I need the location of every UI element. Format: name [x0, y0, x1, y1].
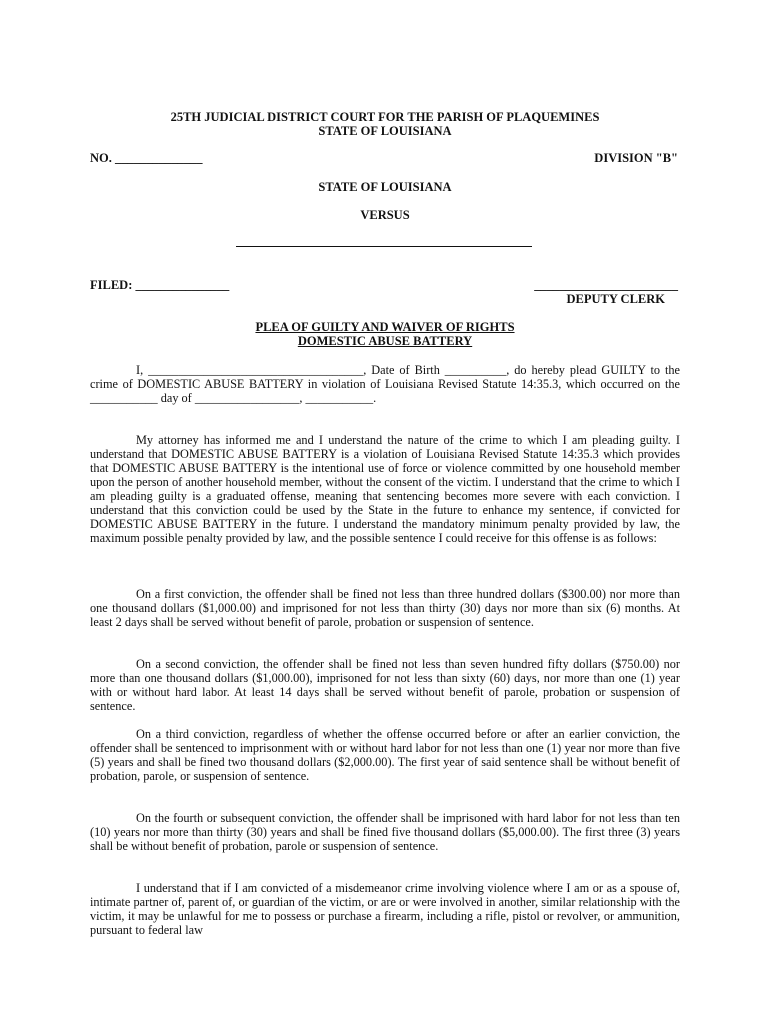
state-heading: STATE OF LOUISIANA: [318, 124, 452, 138]
fourth-conviction-paragraph: On the fourth or subsequent conviction, the offender shall be imprisoned with hard labor for not less than ten (10) years nor more than thirty (30) years and shall be fined five thousand dollars ($5,000.00). The first three (3) years shall be without benefit of probation, parole or suspension of sentence.: [90, 811, 680, 853]
court-heading: 25TH JUDICIAL DISTRICT COURT FOR THE PARISH OF PLAQUEMINES: [170, 110, 600, 124]
versus-label: VERSUS: [360, 208, 410, 222]
nature-of-crime-paragraph: My attorney has informed me and I understand the nature of the crime to which I am pleading guilty. I understand that DOMESTIC ABUSE BATTERY is a violation of Louisiana Revised Statute 14:35.3 which provides that DOMESTIC ABUSE BATTERY is the intentional use of force or violence committed by one household member upon the person of another household member, without the consent of the victim. I understand that the crime to which I am pleading guilty is a graduated offense, meaning that sentencing becomes more severe with each conviction. I understand that this conviction could be used by the State in the future to enhance my sentence, if convicted for DOMESTIC ABUSE BATTERY in the future. I understand the mandatory minimum penalty provided by law, the maximum possible penalty provided by law, and the possible sentence I could receive for this offense is as follows:: [90, 433, 680, 545]
second-conviction-paragraph: On a second conviction, the offender shall be fined not less than seven hundred fifty dollars ($750.00) nor more than one thousand dollars ($1,000.00), imprisoned for not less than sixty (60) days, nor more than one (1) year with or without hard labor. At least 14 days shall be served without benefit of parole, probation or suspension of sentence.: [90, 657, 680, 713]
offense-title: DOMESTIC ABUSE BATTERY: [297, 334, 473, 348]
defendant-name-line[interactable]: [236, 246, 532, 247]
division-label: DIVISION "B": [594, 151, 678, 165]
firearm-paragraph: I understand that if I am convicted of a misdemeanor crime involving violence where I am or as a spouse of, intimate partner of, parent of, or guardian of the victim, or are or were involved in another, similar relationship with the victim, it may be unlawful for me to possess or purchase a firearm, including a rifle, pistol or revolver, or ammunition, pursuant to federal law: [90, 881, 680, 937]
first-conviction-paragraph: On a first conviction, the offender shall be fined not less than three hundred dollars ($300.00) nor more than one thousand dollars ($1,000.00) and imprisoned for not less than thirty (30) days nor more than six (6) months. At least 2 days shall be served without benefit of parole, probation or suspension of sentence.: [90, 587, 680, 629]
plea-paragraph: I, ___________________________________, Date of Birth __________, do hereby plead GUILTY to the crime of DOMESTIC ABUSE BATTERY in violation of Louisiana Revised Statute 14:35.3, which occurred on the ___________ day of _________________, ___________.: [90, 363, 680, 405]
deputy-clerk-signature-line[interactable]: _______________________: [534, 278, 678, 292]
case-number-field[interactable]: NO. ______________: [90, 151, 203, 165]
plaintiff-name: STATE OF LOUISIANA: [318, 180, 452, 194]
filed-date-field[interactable]: FILED: _______________: [90, 278, 230, 292]
third-conviction-paragraph: On a third conviction, regardless of whether the offense occurred before or after an earlier conviction, the offender shall be sentenced to imprisonment with or without hard labor for not less than one (1) year nor more than five (5) years and shall be fined two thousand dollars ($2,000.00). The first year of said sentence shall be without benefit of probation, parole, or suspension of sentence.: [90, 727, 680, 783]
plea-title: PLEA OF GUILTY AND WAIVER OF RIGHTS: [255, 320, 515, 334]
deputy-clerk-label: DEPUTY CLERK: [566, 292, 665, 306]
